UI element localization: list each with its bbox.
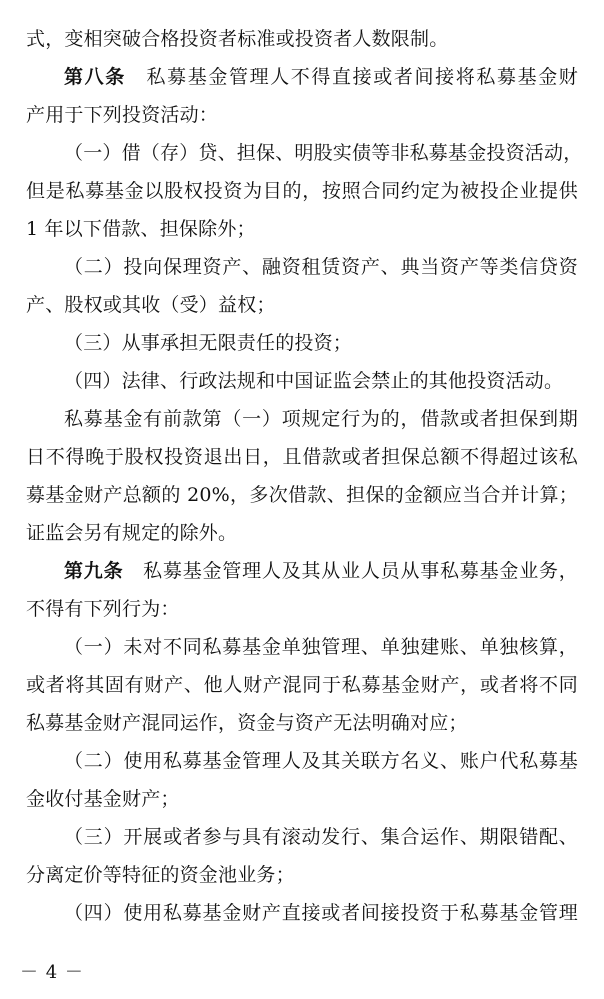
article-heading: 第九条 bbox=[64, 560, 124, 582]
article-9-line-2 bbox=[26, 596, 578, 622]
text-line: （三）从事承担无限责任的投资； bbox=[64, 332, 353, 354]
clause-line bbox=[26, 710, 578, 736]
text-line: 产用于下列投资活动： bbox=[26, 104, 219, 126]
text-line: 但是私募基金以股权投资为目的，按照合同约定为被投企业提供 bbox=[26, 180, 578, 202]
article-8-line-1 bbox=[64, 64, 578, 90]
paragraph-line bbox=[26, 482, 578, 508]
clause-line bbox=[26, 862, 578, 888]
clause-line bbox=[64, 634, 578, 660]
article-8-line-2 bbox=[26, 102, 578, 128]
text-line: 证监会另有规定的除外。 bbox=[26, 522, 238, 544]
clause-line bbox=[64, 254, 578, 280]
clause-line bbox=[26, 178, 578, 204]
clause-line bbox=[26, 216, 578, 242]
text-line: 分离定价等特征的资金池业务； bbox=[26, 864, 295, 886]
clause-line bbox=[64, 748, 578, 774]
text-line: （二）投向保理资产、融资租赁资产、典当资产等类信贷资 bbox=[64, 256, 578, 278]
text-line: 私募基金财产混同运作，资金与资产无法明确对应； bbox=[26, 712, 468, 734]
clause-line bbox=[64, 368, 578, 394]
clause-line bbox=[26, 672, 578, 698]
text-line: 式，变相突破合格投资者标准或投资者人数限制。 bbox=[26, 28, 449, 50]
paragraph-line bbox=[26, 444, 578, 470]
text-line: 金收付基金财产； bbox=[26, 788, 180, 810]
text-line: 日不得晚于股权投资退出日，且借款或者担保总额不得超过该私 bbox=[26, 446, 578, 468]
paragraph-continuation-line bbox=[26, 26, 578, 52]
paragraph-line bbox=[26, 520, 578, 546]
text-line: （一）未对不同私募基金单独管理、单独建账、单独核算， bbox=[64, 636, 578, 658]
text-line: 私募基金有前款第（一）项规定行为的，借款或者担保到期 bbox=[64, 408, 578, 430]
page-number: － 4 － bbox=[20, 962, 84, 983]
clause-line bbox=[64, 900, 578, 926]
clause-line bbox=[26, 786, 578, 812]
article-9-line-1 bbox=[64, 558, 578, 584]
text-line: 不得有下列行为： bbox=[26, 598, 180, 620]
text-line: （一）借（存）贷、担保、明股实债等非私募基金投资活动， bbox=[64, 142, 583, 164]
clause-line bbox=[26, 292, 578, 318]
text-line: 募基金财产总额的 20%，多次借款、担保的金额应当合并计算； bbox=[26, 484, 578, 506]
text-line: 1 年以下借款、担保除外； bbox=[26, 218, 256, 240]
clause-line bbox=[64, 140, 583, 166]
clause-line bbox=[64, 330, 578, 356]
clause-line bbox=[64, 824, 578, 850]
text-line: 或者将其固有财产、他人财产混同于私募基金财产，或者将不同 bbox=[26, 674, 578, 696]
text-line: （四）使用私募基金财产直接或者间接投资于私募基金管理 bbox=[64, 902, 578, 924]
article-heading: 第八条 bbox=[64, 66, 126, 88]
text-line: （四）法律、行政法规和中国证监会禁止的其他投资活动。 bbox=[64, 370, 564, 392]
text-line: 私募基金管理人不得直接或者间接将私募基金财 bbox=[146, 66, 579, 88]
text-line: 产、股权或其收（受）益权； bbox=[26, 294, 276, 316]
text-line: 私募基金管理人及其从业人员从事私募基金业务， bbox=[143, 560, 578, 582]
text-line: （三）开展或者参与具有滚动发行、集合运作、期限错配、 bbox=[64, 826, 578, 848]
text-line: （二）使用私募基金管理人及其关联方名义、账户代私募基 bbox=[64, 750, 578, 772]
paragraph-line bbox=[64, 406, 578, 432]
